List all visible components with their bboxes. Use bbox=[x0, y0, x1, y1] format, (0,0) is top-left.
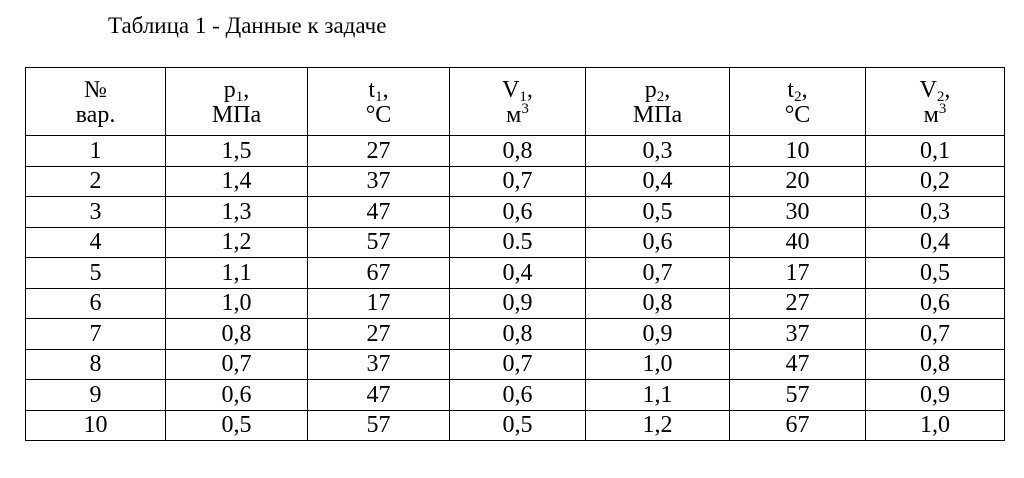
table-cell: 0,6 bbox=[166, 380, 308, 411]
table-cell: 0,8 bbox=[450, 319, 586, 350]
table-row bbox=[26, 258, 1005, 289]
table-cell: 0,5 bbox=[866, 258, 1005, 289]
table-cell: 8 bbox=[26, 349, 166, 380]
table-cell: 27 bbox=[730, 288, 866, 319]
table-cell: 0,6 bbox=[450, 197, 586, 228]
table-cell: 57 bbox=[308, 227, 450, 258]
table-cell: 0.5 bbox=[450, 227, 586, 258]
table-cell: 7 bbox=[26, 319, 166, 350]
table-cell: 2 bbox=[26, 166, 166, 197]
header-comma: , bbox=[526, 76, 533, 103]
table-cell: 47 bbox=[308, 197, 450, 228]
header-superscript: 3 bbox=[938, 100, 947, 117]
table-cell: 40 bbox=[730, 227, 866, 258]
table-cell: 0,5 bbox=[586, 197, 730, 228]
header-comma: , bbox=[664, 76, 671, 103]
table-cell: 0,7 bbox=[586, 258, 730, 289]
table-cell: 1,3 bbox=[166, 197, 308, 228]
table-cell: 0,3 bbox=[586, 136, 730, 167]
header-subscript: 2 bbox=[656, 88, 665, 105]
table-cell: 10 bbox=[26, 410, 166, 441]
header-comma: , bbox=[382, 76, 389, 103]
table-cell: 1,5 bbox=[166, 136, 308, 167]
table-cell: 67 bbox=[308, 258, 450, 289]
table-cell: 37 bbox=[730, 319, 866, 350]
table-cell: 6 bbox=[26, 288, 166, 319]
header-unit-text: МПа bbox=[632, 101, 683, 128]
table-cell: 37 bbox=[308, 166, 450, 197]
table-cell: 17 bbox=[308, 288, 450, 319]
table-cell: 0,4 bbox=[450, 258, 586, 289]
header-subscript: 2 bbox=[936, 88, 945, 105]
table-row bbox=[26, 136, 1005, 167]
header-symbol-text: p bbox=[644, 76, 657, 103]
header-comma: , bbox=[801, 76, 808, 103]
header-symbol bbox=[450, 78, 585, 103]
table-cell: 27 bbox=[308, 319, 450, 350]
header-unit bbox=[866, 100, 1004, 128]
table-cell: 0,4 bbox=[586, 166, 730, 197]
table-header bbox=[26, 68, 1005, 136]
table-cell: 67 bbox=[730, 410, 866, 441]
table-cell: 47 bbox=[308, 380, 450, 411]
table-cell: 20 bbox=[730, 166, 866, 197]
table-cell: 0,8 bbox=[450, 136, 586, 167]
table-cell: 1,1 bbox=[586, 380, 730, 411]
table-cell: 0,5 bbox=[166, 410, 308, 441]
table-cell: 1,0 bbox=[586, 349, 730, 380]
header-subscript: 2 bbox=[794, 88, 802, 105]
header-unit-text: м bbox=[506, 101, 522, 128]
header-subscript: 1 bbox=[375, 88, 383, 105]
table-body bbox=[26, 136, 1005, 441]
column-header bbox=[866, 68, 1005, 136]
column-header bbox=[308, 68, 450, 136]
header-symbol-text: t bbox=[787, 76, 795, 103]
table-cell: 3 bbox=[26, 197, 166, 228]
header-symbol bbox=[730, 78, 865, 103]
table-cell: 0,9 bbox=[866, 380, 1005, 411]
table-cell: 30 bbox=[730, 197, 866, 228]
table-cell: 0,2 bbox=[866, 166, 1005, 197]
table-cell: 57 bbox=[730, 380, 866, 411]
header-symbol bbox=[308, 78, 449, 103]
table-cell: 1,4 bbox=[166, 166, 308, 197]
header-subscript: 1 bbox=[235, 88, 244, 105]
table-cell: 27 bbox=[308, 136, 450, 167]
header-symbol bbox=[866, 78, 1004, 103]
table-cell: 0,9 bbox=[586, 319, 730, 350]
header-comma: , bbox=[944, 76, 951, 103]
header-symbol bbox=[586, 78, 729, 103]
header-unit-text: вар. bbox=[75, 101, 116, 128]
table-cell: 10 bbox=[730, 136, 866, 167]
header-symbol-text: t bbox=[368, 76, 376, 103]
table-cell: 0,8 bbox=[866, 349, 1005, 380]
header-unit bbox=[166, 103, 307, 128]
table-cell: 17 bbox=[730, 258, 866, 289]
table-cell: 0,4 bbox=[866, 227, 1005, 258]
data-table bbox=[25, 67, 1005, 441]
table-row bbox=[26, 319, 1005, 350]
table-cell: 0,1 bbox=[866, 136, 1005, 167]
table-cell: 0,7 bbox=[450, 349, 586, 380]
header-unit bbox=[730, 103, 865, 128]
table-cell: 1,1 bbox=[166, 258, 308, 289]
header-unit bbox=[308, 103, 449, 128]
table-row bbox=[26, 197, 1005, 228]
table-row bbox=[26, 288, 1005, 319]
header-subscript: 1 bbox=[519, 88, 527, 105]
table-cell: 0,6 bbox=[450, 380, 586, 411]
table-cell: 57 bbox=[308, 410, 450, 441]
table-cell: 0,3 bbox=[866, 197, 1005, 228]
column-header bbox=[586, 68, 730, 136]
column-header bbox=[450, 68, 586, 136]
column-header bbox=[26, 68, 166, 136]
header-unit-text: °C bbox=[784, 101, 811, 128]
column-header bbox=[166, 68, 308, 136]
table-cell: 0,5 bbox=[450, 410, 586, 441]
header-comma: , bbox=[243, 76, 250, 103]
header-unit-text: м bbox=[923, 101, 939, 128]
table-cell: 47 bbox=[730, 349, 866, 380]
table-cell: 0,7 bbox=[166, 349, 308, 380]
header-symbol-text: p bbox=[223, 76, 236, 103]
table-cell: 0,8 bbox=[586, 288, 730, 319]
header-superscript: 3 bbox=[521, 100, 529, 117]
table-row bbox=[26, 166, 1005, 197]
column-header bbox=[730, 68, 866, 136]
header-unit bbox=[450, 100, 585, 128]
table-cell: 1 bbox=[26, 136, 166, 167]
table-cell: 0,6 bbox=[586, 227, 730, 258]
table-cell: 1,2 bbox=[166, 227, 308, 258]
table-cell: 1,0 bbox=[866, 410, 1005, 441]
table-cell: 1,0 bbox=[166, 288, 308, 319]
header-unit bbox=[586, 103, 729, 128]
header-symbol-text: V bbox=[919, 76, 937, 103]
table-cell: 0,8 bbox=[166, 319, 308, 350]
table-cell: 0,9 bbox=[450, 288, 586, 319]
header-symbol-text: V bbox=[502, 76, 520, 103]
header-unit-text: °C bbox=[365, 101, 392, 128]
header-symbol-text: № bbox=[84, 76, 107, 103]
table-cell: 0,6 bbox=[866, 288, 1005, 319]
table-caption: Таблица 1 - Данные к задаче bbox=[108, 13, 387, 38]
table-row bbox=[26, 410, 1005, 441]
table-cell: 4 bbox=[26, 227, 166, 258]
table-cell: 9 bbox=[26, 380, 166, 411]
header-unit bbox=[26, 103, 165, 128]
table-cell: 5 bbox=[26, 258, 166, 289]
table-row bbox=[26, 380, 1005, 411]
header-row bbox=[26, 68, 1005, 136]
table-row bbox=[26, 227, 1005, 258]
table-cell: 37 bbox=[308, 349, 450, 380]
header-symbol bbox=[166, 78, 307, 103]
table-cell: 0,7 bbox=[866, 319, 1005, 350]
table-cell: 0,7 bbox=[450, 166, 586, 197]
header-symbol bbox=[26, 78, 165, 103]
table-row bbox=[26, 349, 1005, 380]
table-cell: 1,2 bbox=[586, 410, 730, 441]
header-unit-text: МПа bbox=[211, 101, 262, 128]
